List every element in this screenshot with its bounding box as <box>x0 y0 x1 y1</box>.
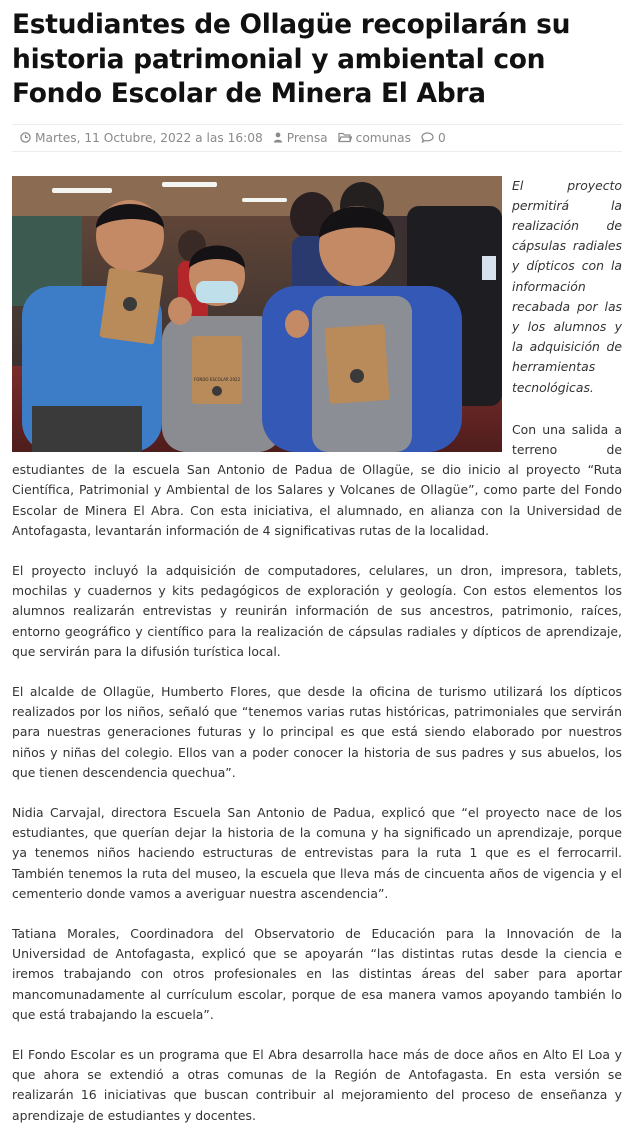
svg-text:FONDO ESCOLAR 2022: FONDO ESCOLAR 2022 <box>193 376 241 382</box>
author-link[interactable]: Prensa <box>286 130 328 145</box>
paragraph: Nidia Carvajal, directora Escuela San Antonio de Padua, explicó que “el proyecto nace de los estudiantes, que querían dejar la historia de la comuna y ha significado un aprendizaje, porque ya tenemos niños haciendo estructuras de entrevistas para la ruta 1 que es el ferrocarril. También tenemos la ruta del museo, la escuela que lleva más de cincuenta años de vigencia y el cementerio donde vamos a averiguar nuestra ascendencia”. <box>12 804 622 901</box>
comment-icon <box>421 132 434 143</box>
article-meta <box>12 124 622 152</box>
publish-date: Martes, 11 Octubre, 2022 a las 16:08 <box>35 130 263 145</box>
author-meta[interactable] <box>273 131 328 145</box>
paragraph: Con una salida a terreno de estudiantes de la escuela San Antonio de Padua de Ollagüe, se dio inicio al proyecto “Ruta Científica, Patrimonial y Ambiental de los Salares y Volcanes de Ollagüe”, como parte del Fondo Escolar de Minera El Abra. Con esta iniciativa, el alumnado, en alianza con la Universidad de Antofagasta, levantarán información de 4 significativas rutas de la localidad. <box>12 421 622 538</box>
clock-icon <box>20 132 31 143</box>
comments-meta[interactable] <box>421 131 446 145</box>
category-link[interactable]: comunas <box>355 130 411 145</box>
date-meta <box>20 131 263 145</box>
paragraph: El proyecto incluyó la adquisición de computadores, celulares, un dron, impresora, tablets, mochilas y cuadernos y kits pedagógicos de exploración y geología. Con estos elementos los alumnos realizarán entrevistas y reunirán información de sus ancestros, patrimonio, raíces, entorno geográfico y científico para la realización de cápsulas radiales y dípticos de aprendizaje, que servirán para la difusión turística local. <box>12 562 622 659</box>
user-icon <box>273 132 283 143</box>
folder-icon <box>338 132 352 143</box>
students-photo <box>12 176 502 452</box>
paragraph: Tatiana Morales, Coordinadora del Observatorio de Educación para la Innovación de la Universidad de Antofagasta, explicó que se apoyarán “las distintas rutas desde la ciencia e iremos trabajando con otros profesionales en las distintas áreas del saber para aportar mancomunadamente al currículum escolar, porque de esa manera vamos apoyando también lo que está trabajando la escuela”. <box>12 926 622 1022</box>
article-lead: El proyecto permitirá la realización de cápsulas radiales y dípticos con la información recabada por las y los alumnos y la adquisición de herramientas tecnológicas. <box>512 177 622 395</box>
comments-count[interactable]: 0 <box>437 130 446 145</box>
category-meta[interactable] <box>338 131 411 145</box>
article-photo <box>12 176 502 452</box>
article-title: Estudiantes de Ollagüe recopilarán su historia patrimonial y ambiental con Fondo Escolar de Minera El Abra <box>12 9 571 109</box>
paragraph: El alcalde de Ollagüe, Humberto Flores, que desde la oficina de turismo utilizará los dípticos realizados por los niños, señaló que “tenemos varias rutas históricas, patrimoniales que servirán para nuestras generaciones futuras y lo principal es que está siendo elaborado por nuestros niños y niñas del colegio. Ellos van a poder conocer la historia de sus padres y sus abuelos, los que tienen descendencia quechua”. <box>12 683 622 780</box>
paragraph: El Fondo Escolar es un programa que El Abra desarrolla hace más de doce años en Alto El Loa y que ahora se extendió a otras comunas de la Región de Antofagasta. En esta versión se realizarán 16 iniciativas que buscan contribuir al mejoramiento del proceso de enseñanza y aprendizaje de estudiantes y docentes. <box>12 1047 622 1123</box>
